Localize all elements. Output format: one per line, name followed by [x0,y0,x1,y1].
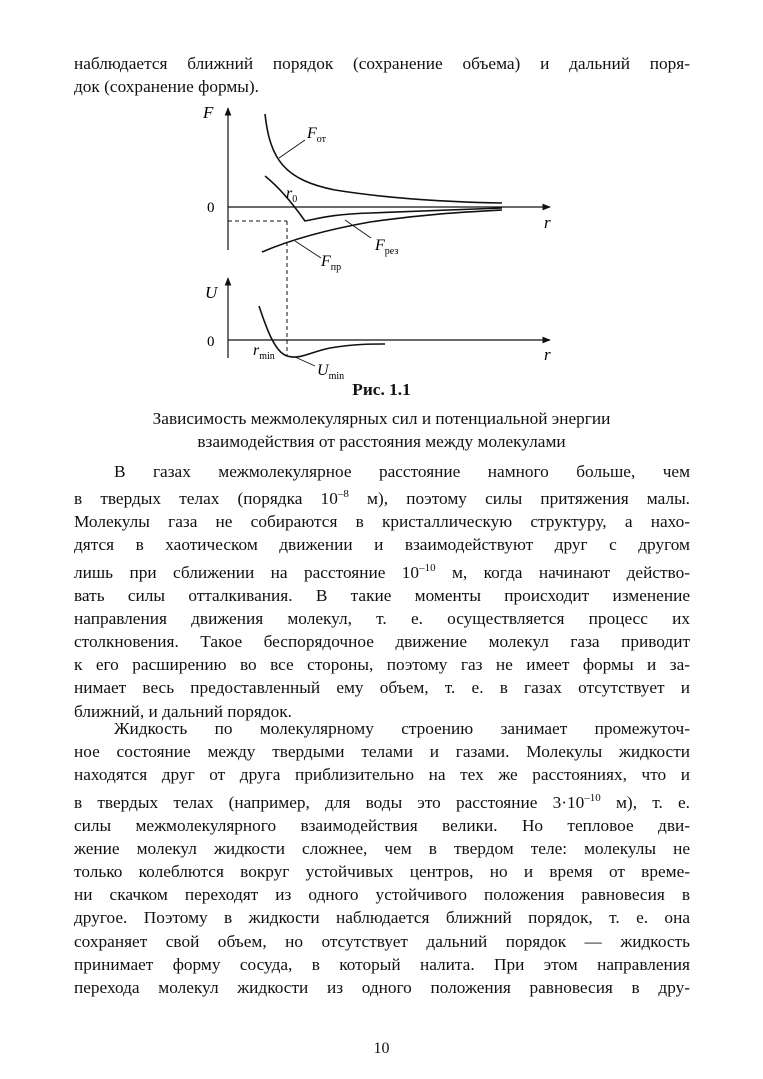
resultant-curve [265,176,502,221]
attraction-label: $F_{пр}$ [321,253,342,273]
text-fragment: м), поэтому силы притяжения малы. [367,488,691,508]
repulsion-label: $F_{от}$ [307,125,327,145]
energy-y-label: U [205,283,218,302]
text-line: только колеблются вокруг устойчивых центров, но и время от време- [74,861,690,881]
gases-paragraph [74,460,690,723]
text-line: Молекулы газа не собираются в кристаллическую структуру, а нахо- [74,512,690,532]
text-line: ближний, и дальний порядок. [74,701,292,721]
figure-caption-line-2: взаимодействия от расстояния между молекулами [197,432,566,451]
text-line: сохраняет свой объем, но отсутствует дальний порядок — жидкость [74,931,690,951]
text-fragment: м, когда начинают действо- [451,562,690,582]
text-line: другое. Поэтому в жидкости наблюдается ближний порядок, т. е. она [74,908,690,928]
figure-caption-line-1: Зависимость межмолекулярных сил и потенциальной энергии [152,409,611,428]
text-line [74,483,690,510]
potential-energy-curve [259,306,385,357]
repulsion-leader [279,140,305,158]
text-line: направления движения молекул, т. е. осуществляется процесс их [74,608,690,628]
force-chart [202,103,551,356]
text-line [74,557,690,584]
text-line: находятся друг от друга приблизительно на тех же расстояниях, что и [74,765,690,785]
text-fragment: лишь при сближении на расстояние 10 [74,562,420,582]
text-fragment: м), т. е. [616,792,690,812]
energy-zero-label: 0 [207,334,215,350]
text-line: перехода молекул жидкости из одного положения равновесия в дру- [74,978,690,997]
umin-leader [295,357,315,366]
text-line: жение молекул жидкости сложнее, чем в твердом теле: молекулы не [74,838,690,858]
force-y-label: F [203,103,214,122]
force-zero-label: 0 [207,200,215,216]
intro-paragraph [74,52,690,98]
text-line: столкновения. Такое беспорядочное движение молекул газа приводит [74,631,690,651]
energy-x-label: r [544,345,551,364]
page-number: 10 [373,1040,390,1057]
rmin-label: $r_{min}$ [253,342,275,362]
exponent: –8 [337,488,349,501]
text-fragment: в твердых телах (например, для воды это расстояние 3·10 [74,792,585,812]
text-line: наблюдается ближний порядок (сохранение объема) и дальний поря- [74,54,690,73]
resultant-label: $F_{рез}$ [375,237,399,257]
figure-title: Рис. 1.1 [352,380,411,399]
text-line: ни скачком переходят из одного устойчивого положения равновесия в [74,885,690,905]
text-line: вать силы отталкивания. В такие моменты происходит изменение [74,585,690,605]
umin-label: $U_{min}$ [317,362,345,382]
force-x-label: r [544,213,551,232]
text-line: нимает весь предоставленный ему объем, т. е. в газах отсутствует и [74,678,690,698]
exponent: –10 [584,791,601,804]
energy-chart [205,278,551,382]
text-line: Жидкость по молекулярному строению занимает промежуточ- [114,719,690,738]
text-line: В газах межмолекулярное расстояние намного больше, чем [114,462,690,481]
text-fragment: в твердых телах (порядка 10 [74,488,338,508]
text-line: дятся в хаотическом движении и взаимодействуют друг с другом [74,535,690,555]
repulsion-curve [265,114,502,203]
attraction-leader [295,241,321,258]
text-line: док (сохранение формы). [74,77,259,97]
text-line: принимает форму сосуда, в который налита. При этом направления [74,954,690,974]
text-line: к его расширению во все стороны, поэтому газ не имеет формы и за- [74,655,690,675]
text-line: ное состояние между твердыми телами и газами. Молекулы жидкости [74,742,690,762]
text-line: силы межмолекулярного взаимодействия велики. Но тепловое дви- [74,815,690,835]
text-line [74,787,690,814]
liquids-paragraph [74,717,690,999]
r0-label: $r_0$ [286,185,298,205]
force-energy-figure [195,100,575,382]
exponent: –10 [419,561,436,574]
